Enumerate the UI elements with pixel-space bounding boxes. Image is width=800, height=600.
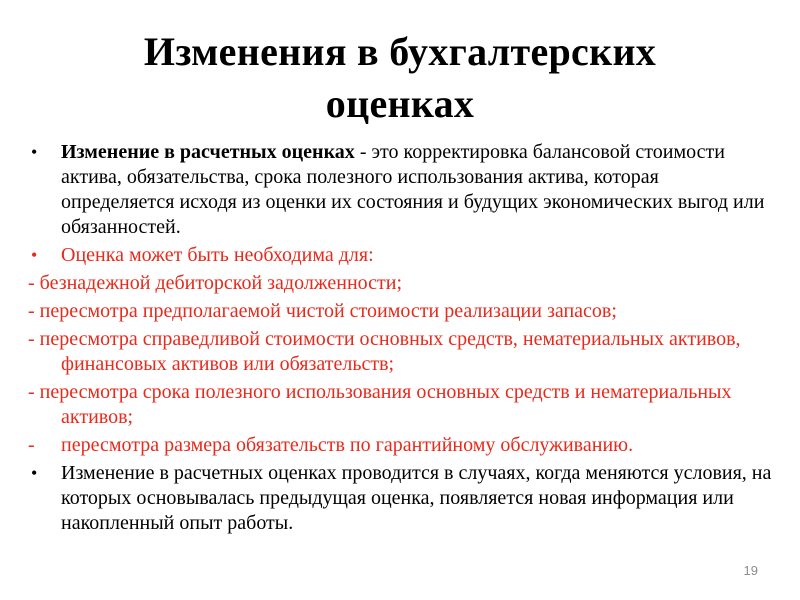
slide-title: Изменения в бухгалтерских оценках <box>143 29 657 126</box>
dash-marker: - <box>28 434 35 456</box>
list-item <box>28 299 776 324</box>
bullet-text: Изменение в расчетных оценках проводится в случаях, когда меняются условия, на которых основывалась предыдущая оценка, появляется новая информация или накопленный опыт работы. <box>61 462 772 534</box>
bullet-text: Оценка может быть необходима для: <box>61 244 374 266</box>
bold-term: Изменение в расчетных оценках <box>61 141 355 163</box>
bullet-item <box>28 461 776 536</box>
bullet-marker: • <box>31 142 38 162</box>
list-item-text: пересмотра размера обязательств по гарантийному обслуживанию. <box>61 434 634 456</box>
definition-text: - это корректировка балансовой стоимости актива, обязательства, срока полезного использования актива, которая определяется исходя из оценки их состояния и будущих экономических выгод или обязанностей. <box>61 141 765 238</box>
slide-content <box>28 140 776 539</box>
list-item <box>28 380 776 430</box>
bullet-text <box>61 140 776 240</box>
bullet-marker: • <box>31 463 38 483</box>
bullet-item <box>28 243 776 268</box>
list-item-text: - пересмотра предполагаемой чистой стоимости реализации запасов; <box>28 300 617 322</box>
list-item <box>28 271 776 296</box>
page-number: 19 <box>743 563 758 578</box>
list-item-text: - пересмотра срока полезного использования основных средств и нематериальных активов; <box>28 381 732 428</box>
list-item-text: - пересмотра справедливой стоимости основных средств, нематериальных активов, финансовых активов или обязательств; <box>28 328 741 375</box>
bullet-item <box>28 140 776 240</box>
list-item-text: - безнадежной дебиторской задолженности; <box>28 272 403 294</box>
bullet-marker: • <box>31 245 38 265</box>
list-item <box>28 433 776 458</box>
list-item <box>28 327 776 377</box>
